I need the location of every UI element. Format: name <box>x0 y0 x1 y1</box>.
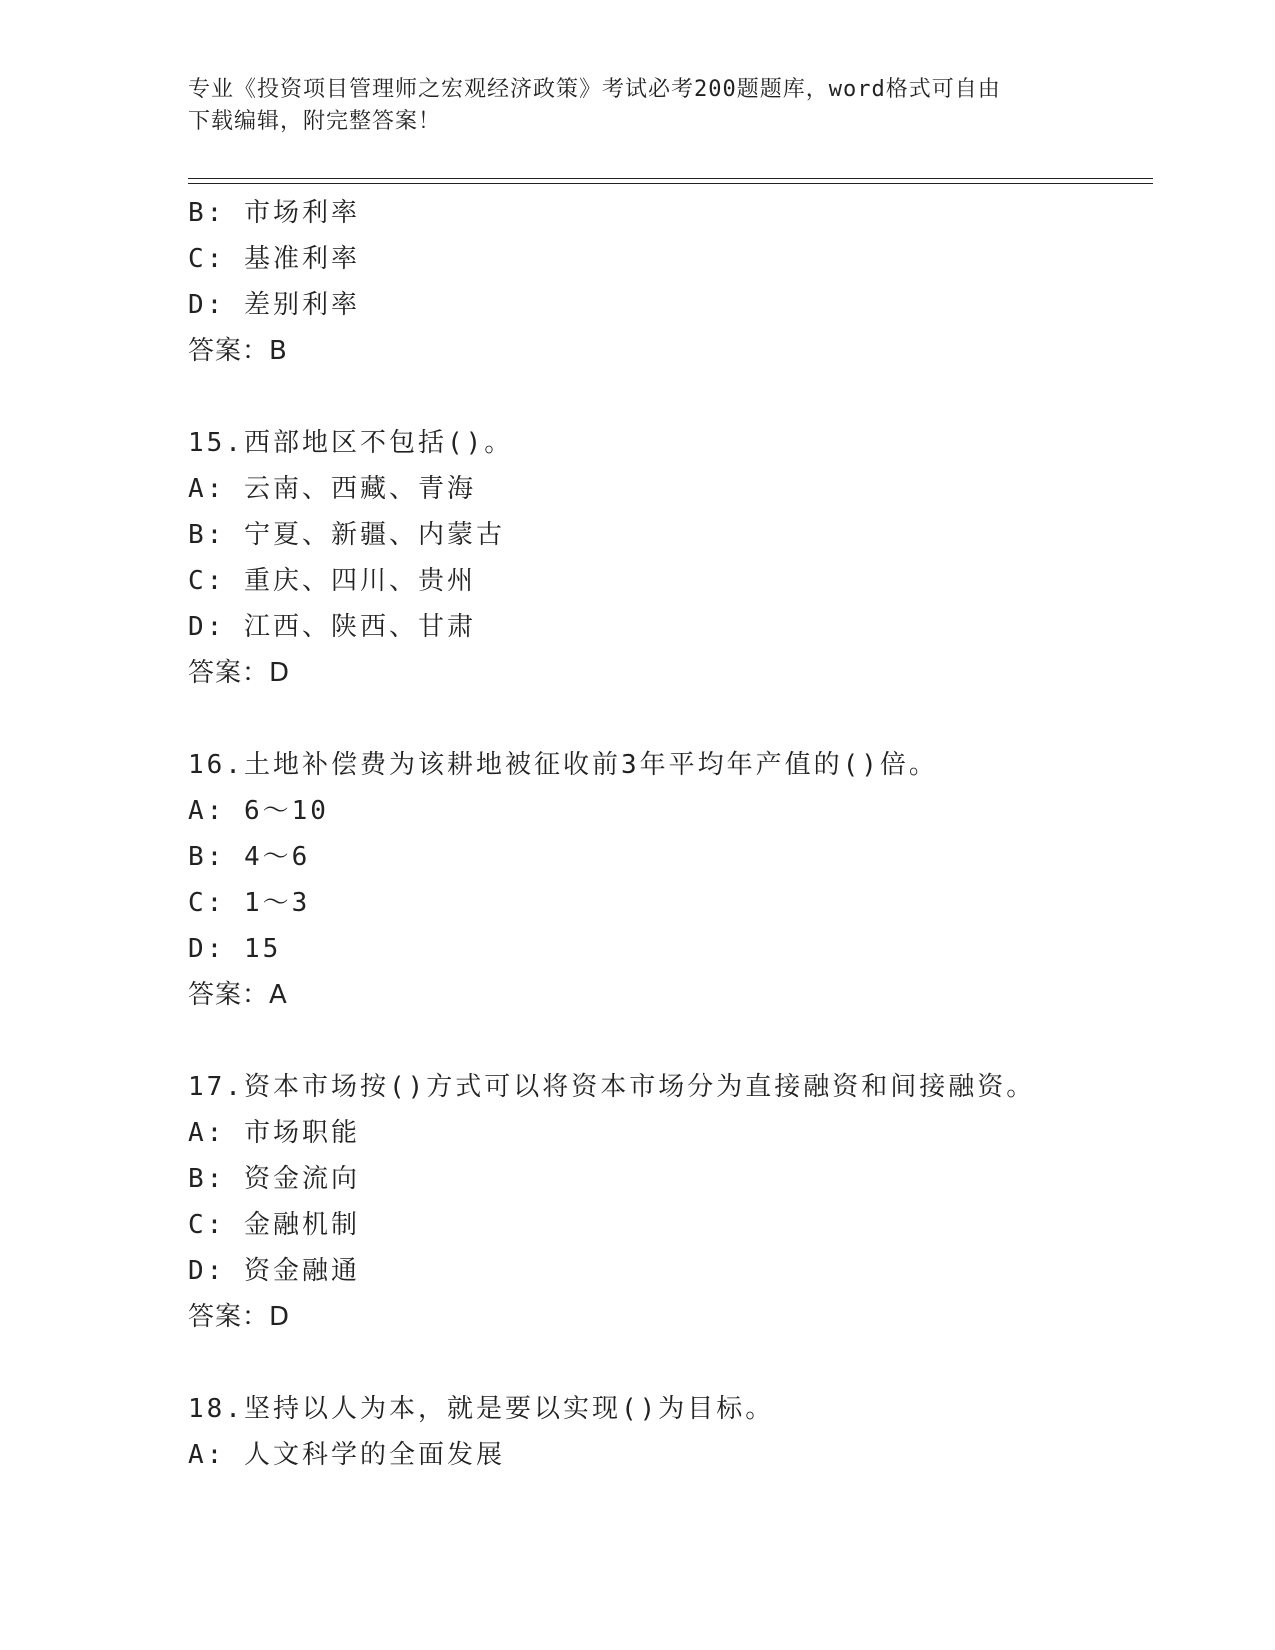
option-c: C: 重庆、四川、贵州 <box>188 566 476 596</box>
document-header <box>188 74 1088 138</box>
option-d: D: 差别利率 <box>188 290 360 320</box>
question-14-tail <box>188 190 1148 374</box>
question-18 <box>188 1386 1148 1478</box>
header-line-1: 专业《投资项目管理师之宏观经济政策》考试必考200题题库，word格式可自由 <box>188 77 1001 102</box>
question-list <box>188 190 1148 1478</box>
question-16 <box>188 742 1148 1018</box>
answer-label: 答案：B <box>188 336 288 366</box>
option-b: B: 宁夏、新疆、内蒙古 <box>188 520 505 550</box>
header-line-2: 下载编辑，附完整答案！ <box>188 109 442 134</box>
question-15 <box>188 420 1148 696</box>
header-divider-top <box>188 178 1153 179</box>
option-a: A: 市场职能 <box>188 1118 360 1148</box>
option-d: D: 15 <box>188 934 282 964</box>
option-b: B: 市场利率 <box>188 198 360 228</box>
option-c: C: 基准利率 <box>188 244 360 274</box>
answer-label: 答案：A <box>188 980 288 1010</box>
answer-label: 答案：D <box>188 658 291 688</box>
option-a: A: 云南、西藏、青海 <box>188 474 476 504</box>
question-stem: 18.坚持以人为本，就是要以实现()为目标。 <box>188 1394 775 1424</box>
option-b: B: 4～6 <box>188 842 311 872</box>
question-17 <box>188 1064 1148 1340</box>
question-stem: 15.西部地区不包括()。 <box>188 428 514 458</box>
option-a: A: 6～10 <box>188 796 329 826</box>
option-c: C: 1～3 <box>188 888 311 918</box>
option-d: D: 江西、陕西、甘肃 <box>188 612 476 642</box>
option-b: B: 资金流向 <box>188 1164 360 1194</box>
question-stem: 16.土地补偿费为该耕地被征收前3年平均年产值的()倍。 <box>188 750 938 780</box>
option-d: D: 资金融通 <box>188 1256 360 1286</box>
option-c: C: 金融机制 <box>188 1210 360 1240</box>
option-a: A: 人文科学的全面发展 <box>188 1440 505 1470</box>
question-stem: 17.资本市场按()方式可以将资本市场分为直接融资和间接融资。 <box>188 1072 1036 1102</box>
answer-label: 答案：D <box>188 1302 291 1332</box>
header-divider-bottom <box>188 183 1153 184</box>
